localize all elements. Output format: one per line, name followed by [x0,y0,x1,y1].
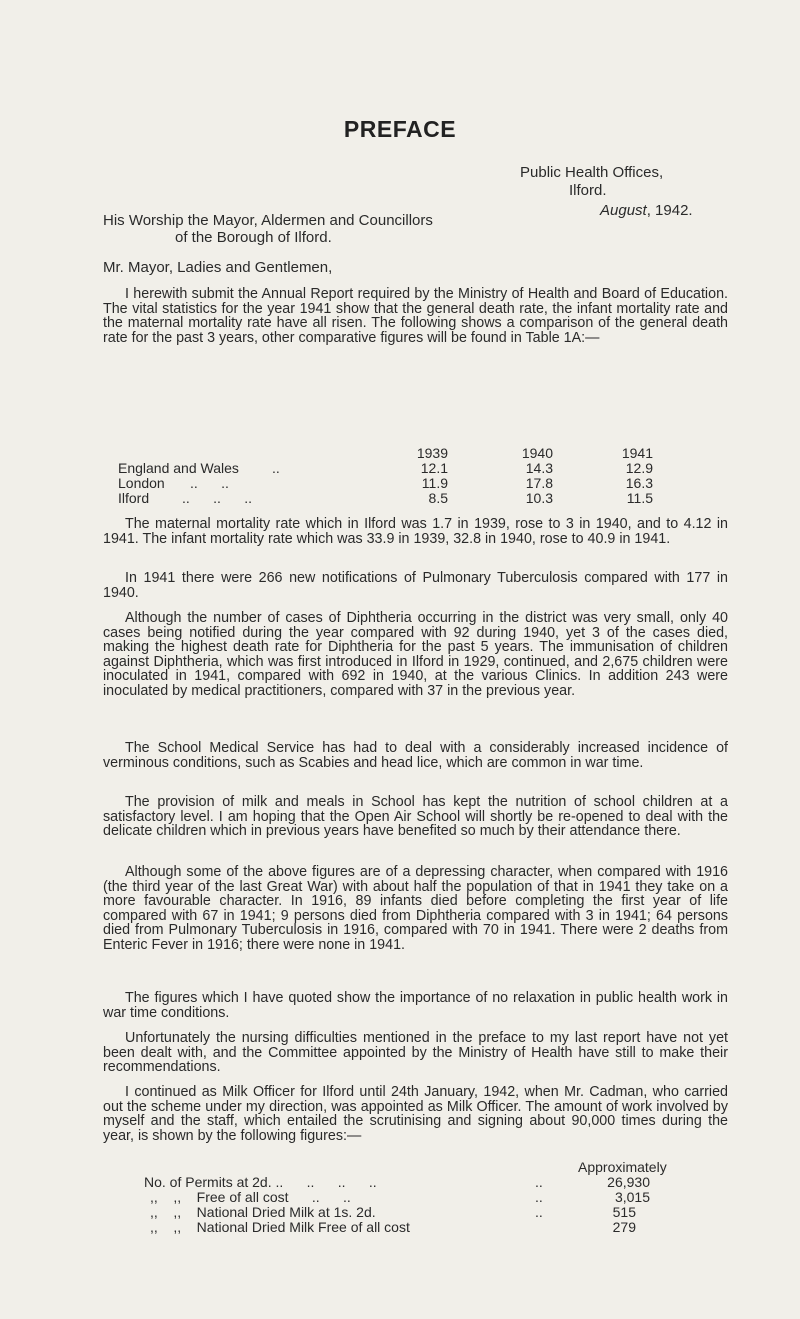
permit-count: 515 [612,1204,636,1220]
paragraph: Although some of the above figures are of a depressing character, when compared with 1916 (the third year of the last Great War) with about half the population of that in 1941 they take on a more favourable character. In 1916, 89 infants died before completing the first year of life compared with 67 in 1941; 9 persons died from Diphtheria compared with 3 in 1941; 64 persons died from Pulmonary Tuberculosis in 1916, compared with 70 in 1941. There were 2 deaths from Enteric Fever in 1916; there were none in 1941. [103,864,728,953]
table-cell: 10.3 [525,490,553,506]
table-cell: 8.5 [428,490,448,506]
row-label: London [118,475,165,491]
paragraph: The School Medical Service has had to deal with a considerably increased incidence of verminous conditions, such as Scabies and head lice, which are common in war time. [103,740,728,771]
addressee [103,212,433,246]
leader-dots: .. .. .. [182,490,253,506]
salutation: Mr. Mayor, Ladies and Gentlemen, [103,259,333,276]
paragraph: I herewith submit the Annual Report required by the Ministry of Health and Board of Education. The vital statistics for the year 1941 show that the general death rate, the infant mortality rate and the maternal mortality rate have all risen. The following shows a comparison of the general death rate for the past 3 years, other comparative figures will be found in Table 1A:— [103,286,728,346]
table-cell: 16.3 [625,475,653,491]
table-cell: 11.9 [421,475,448,491]
date-month: August [600,202,647,219]
paragraph: Although the number of cases of Diphtheria occurring in the district was very small, only 40 cases being notified during the year compared with 92 during 1940, yet 3 of the cases died, making the highest death rate for Diphtheria for the past 5 years. The immunisation of children against Diphtheria, which was first introduced in Ilford in 1929, continued, and 2,675 children were inoculated in 1941, compared with 692 in 1940, at the various Clinics. In addition 243 were inoculated by medical practitioners, compared with 37 in the previous year. [103,610,728,699]
permit-row-label: ,, ,, Free of all cost .. .. [150,1189,351,1205]
permit-row-label: ,, ,, National Dried Milk Free of all cost [150,1219,410,1235]
permit-count: 26,930 [607,1174,650,1190]
leader-dots: .. [535,1204,543,1220]
permit-row-label: ,, ,, National Dried Milk at 1s. 2d. [150,1204,376,1220]
leader-dots: .. [272,460,280,476]
table-cell: 11.5 [626,490,653,506]
leader-dots: .. [535,1174,543,1190]
table-cell: 14.3 [525,460,553,476]
sender-address [520,164,663,200]
permit-count: 3,015 [614,1189,650,1205]
paragraph: The provision of milk and meals in School has kept the nutrition of school children at a satisfactory level. I am hoping that the Open Air School will shortly be re-opened to deal with the delicate children which in previous years have benefited so much by their attendance there. [103,794,728,840]
permit-row-label: No. of Permits at 2d. .. .. .. .. [144,1174,377,1190]
letter-date [600,202,693,219]
addressee-line-1: His Worship the Mayor, Aldermen and Councillors [103,212,433,229]
leader-dots: .. [535,1189,543,1205]
paragraph: The maternal mortality rate which in Ilford was 1.7 in 1939, rose to 3 in 1940, and to 4.12 in 1941. The infant mortality rate which was 33.9 in 1939, 32.8 in 1940, rose to 40.9 in 1941. [103,516,728,547]
row-label: Ilford [118,490,150,506]
address-line-2: Ilford. [569,182,607,199]
address-line-1: Public Health Offices, [520,164,664,181]
table-cell: 12.1 [420,460,448,476]
paragraph: In 1941 there were 266 new notifications of Pulmonary Tuberculosis compared with 177 in 1940. [103,570,728,601]
permits-header: Approximately [578,1159,667,1175]
permit-count: 279 [612,1219,636,1235]
death-rate-table [118,445,718,505]
addressee-line-2: of the Borough of Ilford. [175,229,332,246]
paragraph: Unfortunately the nursing difficulties mentioned in the preface to my last report have not yet been dealt with, and the Committee appointed by the Ministry of Health have still to make their recommendations. [103,1030,728,1076]
year-header: 1939 [416,445,448,461]
paragraph: The figures which I have quoted show the importance of no relaxation in public health work in war time conditions. [103,990,728,1021]
date-year: , 1942. [646,202,693,219]
year-header: 1940 [521,445,553,461]
page-title: PREFACE [343,116,457,142]
paragraph: I continued as Milk Officer for Ilford until 24th January, 1942, when Mr. Cadman, who carried out the scheme under my direction, was appointed as Milk Officer. The amount of work involved by myself and the staff, which entailed the scrutinising and signing about 90,000 times during the year, is shown by the following figures:— [103,1084,728,1144]
year-header: 1941 [621,445,653,461]
table-cell: 12.9 [625,460,653,476]
leader-dots: .. .. [190,475,229,491]
table-cell: 17.8 [525,475,553,491]
row-label: England and Wales [118,460,239,476]
